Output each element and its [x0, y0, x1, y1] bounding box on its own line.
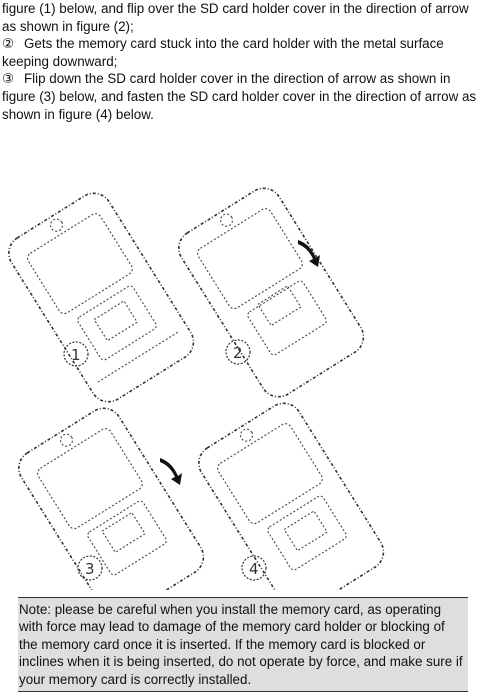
phone-body-outline: [2, 186, 200, 408]
camera-lens: [238, 427, 255, 444]
card-holder-area: [76, 285, 158, 362]
sd-card-holder-open: [258, 286, 301, 326]
phone-figure-2: [172, 181, 370, 403]
phone-body-outline: [192, 396, 390, 590]
phone-illustrations: [0, 160, 485, 590]
camera-lens: [218, 212, 235, 229]
figure-label-2: [226, 340, 250, 364]
caution-note-text: Note: please be careful when you install the memory card, as operating with force may lead to damage of the memory card holder or blocking of the memory card once it is inserted. If the memory card is blocked or inclines when it is being inserted, do not operate by force, and make sure if your memory card is correctly installed.: [19, 602, 463, 687]
step-3-marker: ③: [2, 71, 15, 87]
instruction-text: [2, 0, 484, 123]
flip-direction-arrow-icon: [298, 240, 320, 267]
instruction-continuation: figure (1) below, and flip over the SD card holder cover in the direction of arrow as shown in figure (2);: [2, 1, 469, 34]
camera-lens: [58, 432, 75, 449]
battery-compartment: [195, 206, 304, 310]
figure-label-1-text: 1: [71, 346, 81, 364]
card-holder-area: [86, 500, 168, 577]
sd-card-holder-closed: [284, 511, 327, 551]
instruction-step-2: [2, 35, 484, 70]
figure-label-3: [78, 556, 102, 580]
step-3-text: Flip down the SD card holder cover in the direction of arrow as shown in figure (3) below, and fasten the SD card holder cover in the direction of arrow as shown in figure (4) below.: [2, 71, 477, 122]
sd-card-holder: [102, 513, 145, 553]
card-holder-area: [246, 280, 328, 357]
phone-figure-4: [192, 396, 390, 590]
camera-lens: [48, 217, 65, 234]
figure-label-4-text: 4: [249, 560, 259, 578]
instruction-step-3: [2, 70, 484, 123]
sd-card-installation-figure: [0, 160, 485, 590]
battery-compartment: [25, 211, 134, 315]
step-2-marker: ②: [2, 36, 15, 52]
sd-card-holder: [94, 301, 137, 341]
figure-label-1: [64, 342, 88, 366]
battery-compartment: [215, 421, 324, 525]
phone-body-outline: [172, 181, 370, 403]
card-holder-area: [266, 495, 348, 572]
battery-compartment: [35, 426, 144, 530]
phone-body-outline: [12, 401, 210, 590]
caution-note: [18, 597, 468, 692]
figure-label-3-text: 3: [85, 560, 95, 578]
figure-label-4: [242, 556, 266, 580]
flip-down-arrow-icon: [160, 458, 182, 485]
phone-figure-1: [2, 186, 200, 408]
phone-figure-3: [12, 401, 210, 590]
step-2-text: Gets the memory card stuck into the card holder with the metal surface keeping downward;: [2, 36, 444, 69]
figure-label-2-text: 2: [233, 344, 243, 362]
